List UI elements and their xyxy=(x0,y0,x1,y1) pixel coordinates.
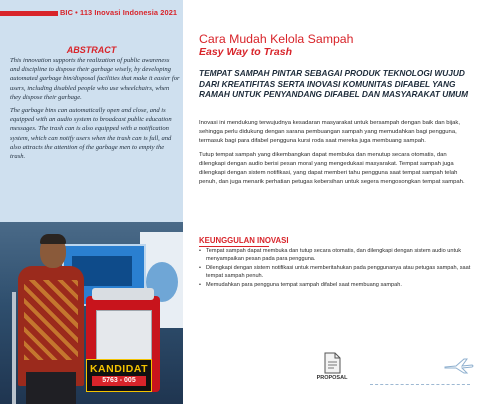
proposal-label: PROPOSAL xyxy=(316,375,348,381)
photo-bin-lid xyxy=(92,288,154,300)
abstract-panel xyxy=(0,0,183,404)
photo-shirt-pattern xyxy=(24,280,78,360)
abstract-title: ABSTRACT xyxy=(66,45,117,55)
decorative-dashed-line xyxy=(370,384,470,386)
main-heading: TEMPAT SAMPAH PINTAR SEBAGAI PRODUK TEKNOLOGI WUJUD DARI KREATIFITAS SERTA INOVASI KOMUNITAS DIFABEL YANG RAMAH UNTUK PENYANDANG DIFABEL DAN MASYARAKAT UMUM xyxy=(199,68,469,99)
advantages-list xyxy=(199,248,471,292)
photo-person-hair xyxy=(40,234,66,244)
publication-header xyxy=(0,8,183,20)
advantages-underline xyxy=(199,246,269,247)
main-subtitle: Easy Way to Trash xyxy=(199,46,292,58)
abstract-text xyxy=(10,56,180,165)
airplane-icon xyxy=(444,358,474,374)
abstract-paragraph-1: This innovation supports the realization of public awareness and discipline to dispose their garbage wisely, by developing automated garbage bin/disposal facilities that make it easier for users, including disabled people who use wheelchairs, when they dispose their garbage. xyxy=(10,57,180,101)
main-paragraph-2: Tutup tempat sampah yang dikembangkan dapat membuka dan menutup secara otomatis, dan dilengkapi dengan audio berisi pesan moral yang mengedukasi masyarakat. Tempat sampah juga dilengkapi dengan sistem notifikasi, yang dapat memberi tahu pengguna saat tempat sampah telah penuh, dan juga menarik perhatian petugas kebersihan untuk segera mengosongkan tempat sampah. xyxy=(199,151,465,186)
main-paragraph-1: Inovasi ini mendukung terwujudnya kesadaran masyarakat untuk bersampah dengan baik dan bijak, sehingga perlu didukung dengan sarana pembuangan sampah yang memudahkan bagi pengguna, termasuk bagi para difabel pengguna kursi roda saat mereka juga membuang sampah. xyxy=(199,120,460,145)
main-title: Cara Mudah Kelola Sampah xyxy=(199,32,354,46)
advantage-item: • Dilengkapi dengan sistem notifikasi untuk memberitahukan pada penggunanya atau petugas sampah, saat tempat sampah penuh. xyxy=(199,265,471,280)
main-body xyxy=(199,119,471,191)
candidate-badge-code: 5763 - 005 xyxy=(92,376,146,386)
candidate-badge-title: KANDIDAT xyxy=(89,363,149,375)
proposal-link[interactable] xyxy=(314,352,350,381)
proposal-document-icon xyxy=(322,352,342,374)
photo-crutch xyxy=(12,292,16,404)
advantage-item: • Tempat sampah dapat membuka dan tutup secara otomatis, dan dilengkapi dengan sistem audio untuk menyampaikan pesan pada para pengguna. xyxy=(199,248,471,263)
innovation-photo xyxy=(0,222,183,404)
header-red-bar xyxy=(0,11,58,16)
advantages-title: KEUNGGULAN INOVASI xyxy=(199,236,289,245)
abstract-paragraph-2: The garbage bins can automatically open and close, and is equipped with an audio system to broadcast public education messages. The trash can is also equipped with a notification system, which can notify users when the trash can is full, and also attracts the attention of the garbage men to empty the trash. xyxy=(10,107,172,161)
candidate-badge xyxy=(86,359,152,392)
advantage-item: • Memudahkan para pengguna tempat sampah difabel saat membuang sampah. xyxy=(199,282,471,290)
publication-label: BIC • 113 Inovasi Indonesia 2021 xyxy=(60,8,178,17)
photo-person-legs xyxy=(26,372,76,404)
